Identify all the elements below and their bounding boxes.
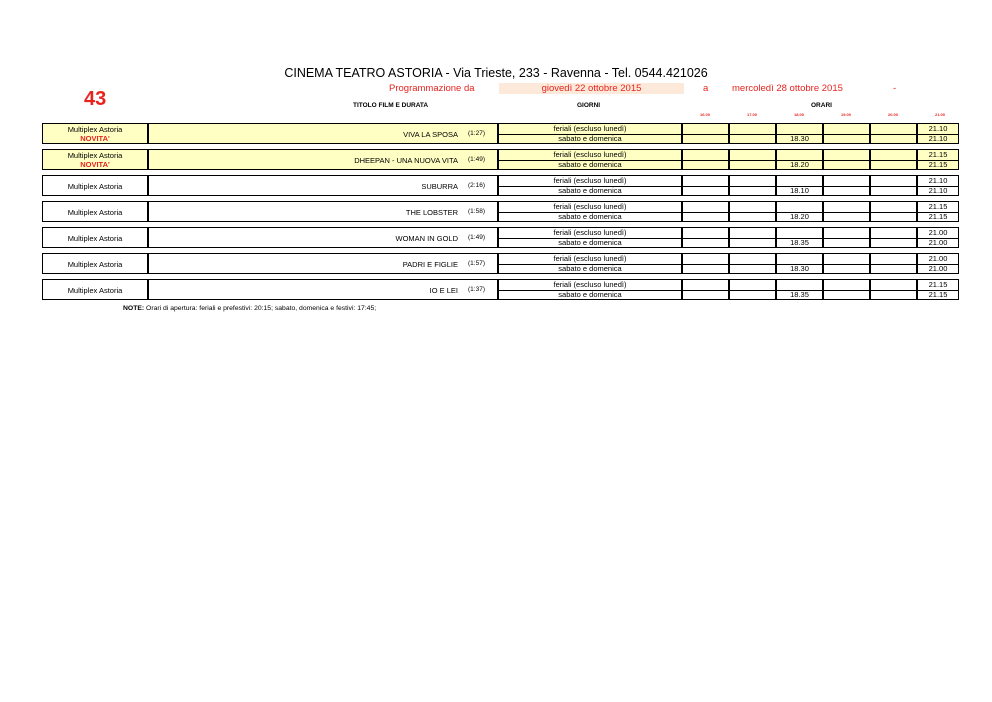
time-slot-cell xyxy=(729,201,776,222)
cinema-name: Multiplex Astoria xyxy=(67,286,123,295)
times-column-header: ORARI xyxy=(811,102,832,109)
days-weekend: sabato e domenica xyxy=(558,186,622,195)
page-number: 43 xyxy=(84,88,107,110)
cinema-name: Multiplex Astoria xyxy=(67,182,123,191)
note-text: Orari di apertura: feriali e prefestivi: 20:15; sabato, domenica e festivi: 17:45; xyxy=(146,305,377,312)
cinema-cell xyxy=(42,123,148,144)
days-weekend: sabato e domenica xyxy=(558,134,622,143)
film-title: SUBURRA xyxy=(421,182,458,191)
film-title-cell xyxy=(148,253,498,274)
days-column-header: GIORNI xyxy=(577,102,601,109)
time-slot-cell xyxy=(729,175,776,196)
film-title-cell xyxy=(148,123,498,144)
title-column-header: TITOLO FILM E DURATA xyxy=(353,102,429,109)
showtime: 21.00 xyxy=(928,264,948,273)
time-slot-cell xyxy=(823,201,870,222)
time-slot-cell xyxy=(917,149,959,170)
showtime: 21.10 xyxy=(928,134,948,143)
showtime: 21.15 xyxy=(928,212,948,221)
days-weekday: feriali (escluso lunedì) xyxy=(553,176,627,185)
showtime: 21.15 xyxy=(928,202,948,211)
film-title-cell xyxy=(148,149,498,170)
time-slot-cell xyxy=(823,149,870,170)
film-title: IO E LEI xyxy=(429,286,458,295)
film-row xyxy=(42,253,964,274)
showtime: 18.35 xyxy=(790,290,809,299)
showtime: 21.15 xyxy=(928,290,948,299)
showtime: 21.15 xyxy=(928,280,948,289)
days-weekday: feriali (escluso lunedì) xyxy=(553,254,627,263)
time-slot-cell xyxy=(682,149,729,170)
cinema-name: Multiplex Astoria xyxy=(67,151,123,160)
showtime: 21.00 xyxy=(928,238,948,247)
time-slot-cell xyxy=(682,175,729,196)
time-slot-cell xyxy=(776,279,823,300)
film-title-cell xyxy=(148,201,498,222)
time-slot-header: 17.00 xyxy=(746,112,757,117)
time-slot-cell xyxy=(729,123,776,144)
showtime: 21.10 xyxy=(928,186,948,195)
film-title-cell xyxy=(148,175,498,196)
days-weekend: sabato e domenica xyxy=(558,238,622,247)
time-slot-cell xyxy=(823,175,870,196)
time-slot-cell xyxy=(682,279,729,300)
programming-label: Programmazione da xyxy=(389,83,475,94)
note xyxy=(123,305,376,312)
time-slot-cell xyxy=(682,201,729,222)
film-row xyxy=(42,123,964,144)
showtime: 18.30 xyxy=(790,134,809,143)
time-slot-cell xyxy=(776,253,823,274)
film-title: PADRI E FIGLIE xyxy=(402,260,458,269)
showtime: 21.00 xyxy=(928,228,948,237)
time-slot-header: 16.00 xyxy=(699,112,710,117)
days-weekend: sabato e domenica xyxy=(558,264,622,273)
showtime: 21.15 xyxy=(928,160,948,169)
to-label: a xyxy=(703,83,709,94)
showtime: 21.15 xyxy=(928,150,948,159)
showtime: 21.10 xyxy=(928,176,948,185)
cinema-cell xyxy=(42,149,148,170)
time-slot-cell xyxy=(776,123,823,144)
to-date: mercoledì 28 ottobre 2015 xyxy=(732,83,843,94)
time-slot-cell xyxy=(870,175,917,196)
time-slot-cell xyxy=(682,227,729,248)
time-slot-cell xyxy=(917,123,959,144)
from-date: giovedì 22 ottobre 2015 xyxy=(499,83,684,94)
film-duration: (1:27) xyxy=(468,130,485,137)
showtime: 18.20 xyxy=(790,212,809,221)
time-slot-cell xyxy=(682,123,729,144)
showtime: 21.00 xyxy=(928,254,948,263)
time-slot-header: 19.00 xyxy=(840,112,851,117)
film-duration: (1:37) xyxy=(468,286,485,293)
days-cell xyxy=(498,175,682,196)
cinema-name: Multiplex Astoria xyxy=(67,208,123,217)
film-row xyxy=(42,227,964,248)
time-slot-header: 21.00 xyxy=(934,112,945,117)
time-slot-cell xyxy=(729,227,776,248)
film-title: VIVA LA SPOSA xyxy=(403,130,458,139)
showtime: 18.20 xyxy=(790,160,809,169)
days-weekday: feriali (escluso lunedì) xyxy=(553,280,627,289)
cinema-name: Multiplex Astoria xyxy=(67,125,123,134)
cinema-name: Multiplex Astoria xyxy=(67,260,123,269)
novita-badge: NOVITA' xyxy=(80,134,110,143)
film-duration: (1:49) xyxy=(468,156,485,163)
days-weekend: sabato e domenica xyxy=(558,160,622,169)
cinema-cell xyxy=(42,201,148,222)
cinema-cell xyxy=(42,253,148,274)
film-title-cell xyxy=(148,279,498,300)
days-cell xyxy=(498,123,682,144)
cinema-cell xyxy=(42,279,148,300)
time-slot-cell xyxy=(870,227,917,248)
days-cell xyxy=(498,279,682,300)
time-slot-cell xyxy=(682,253,729,274)
time-slot-cell xyxy=(823,253,870,274)
header-dash: - xyxy=(893,83,897,94)
time-slot-cell xyxy=(870,123,917,144)
time-slot-cell xyxy=(917,227,959,248)
days-weekend: sabato e domenica xyxy=(558,290,622,299)
page-title: CINEMA TEATRO ASTORIA - Via Trieste, 233 - Ravenna - Tel. 0544.421026 xyxy=(284,66,708,80)
film-row xyxy=(42,175,964,196)
film-title: THE LOBSTER xyxy=(405,208,458,217)
time-slot-cell xyxy=(917,253,959,274)
time-slot-cell xyxy=(823,123,870,144)
film-title-cell xyxy=(148,227,498,248)
cinema-name: Multiplex Astoria xyxy=(67,234,123,243)
time-slot-cell xyxy=(729,149,776,170)
film-title: DHEEPAN - UNA NUOVA VITA xyxy=(354,156,458,165)
days-cell xyxy=(498,201,682,222)
time-slot-cell xyxy=(823,227,870,248)
film-title: WOMAN IN GOLD xyxy=(395,234,458,243)
film-duration: (1:49) xyxy=(468,234,485,241)
time-slot-cell xyxy=(917,201,959,222)
showtime: 18.35 xyxy=(790,238,809,247)
days-cell xyxy=(498,227,682,248)
days-weekday: feriali (escluso lunedì) xyxy=(553,124,627,133)
time-slot-header: 20.00 xyxy=(887,112,898,117)
showtime: 21.10 xyxy=(928,124,948,133)
showtime: 18.30 xyxy=(790,264,809,273)
days-weekday: feriali (escluso lunedì) xyxy=(553,202,627,211)
days-weekend: sabato e domenica xyxy=(558,212,622,221)
time-slot-cell xyxy=(917,279,959,300)
time-slot-cell xyxy=(870,201,917,222)
days-cell xyxy=(498,253,682,274)
days-cell xyxy=(498,149,682,170)
cinema-cell xyxy=(42,227,148,248)
film-row xyxy=(42,279,964,300)
days-weekday: feriali (escluso lunedì) xyxy=(553,150,627,159)
film-duration: (1:57) xyxy=(468,260,485,267)
novita-badge: NOVITA' xyxy=(80,160,110,169)
time-slot-header: 18.00 xyxy=(793,112,804,117)
time-slot-cell xyxy=(870,149,917,170)
cinema-cell xyxy=(42,175,148,196)
time-slot-cell xyxy=(870,279,917,300)
film-duration: (1:58) xyxy=(468,208,485,215)
film-duration: (2:16) xyxy=(468,182,485,189)
time-slot-cell xyxy=(823,279,870,300)
time-slot-cell xyxy=(870,253,917,274)
time-slot-cell xyxy=(776,201,823,222)
film-row xyxy=(42,201,964,222)
note-label: NOTE: xyxy=(123,305,145,312)
days-weekday: feriali (escluso lunedì) xyxy=(553,228,627,237)
time-slot-cell xyxy=(776,227,823,248)
time-slot-cell xyxy=(776,149,823,170)
time-slot-cell xyxy=(776,175,823,196)
time-slot-cell xyxy=(729,253,776,274)
time-slot-cell xyxy=(729,279,776,300)
time-slot-cell xyxy=(917,175,959,196)
film-row xyxy=(42,149,964,170)
showtime: 18.10 xyxy=(790,186,809,195)
